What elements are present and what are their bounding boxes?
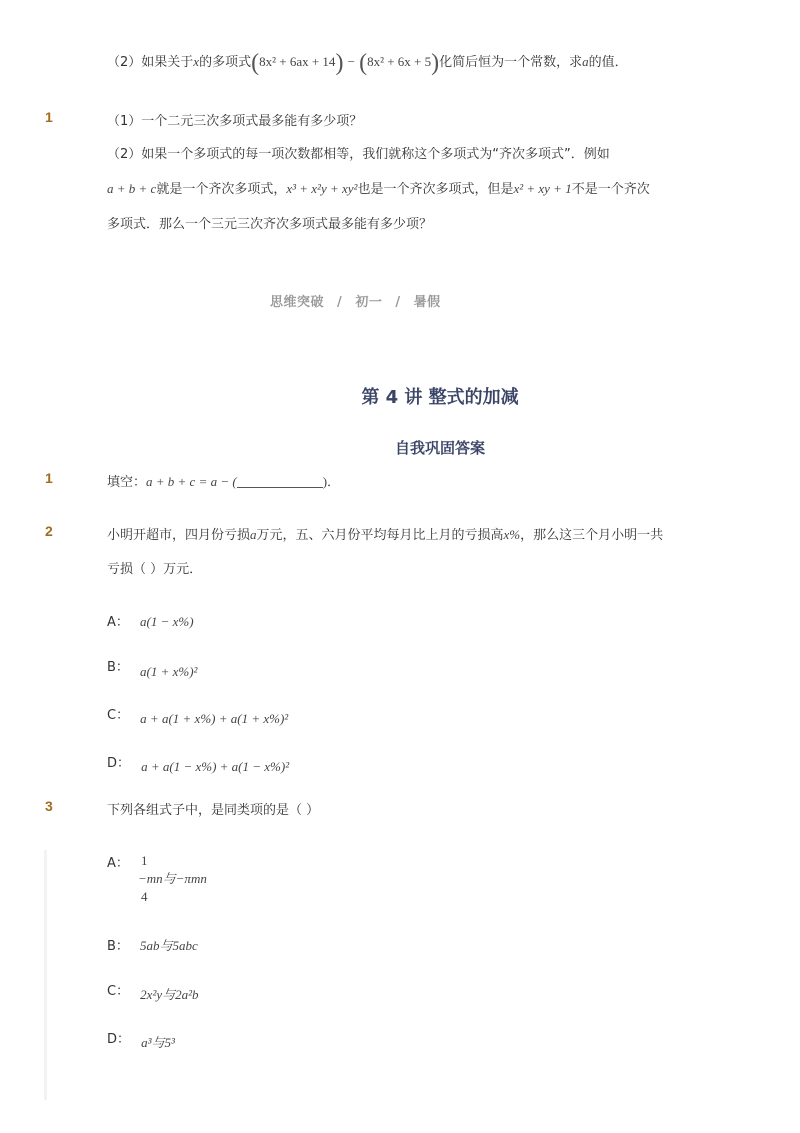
question-2-line1 [107, 524, 663, 543]
question-2-line2: 亏损（ ）万元． [107, 562, 203, 577]
option-b[interactable] [107, 935, 198, 954]
section-title: 自我巩固答案 [394, 439, 485, 457]
prev-question-part2 [107, 50, 628, 77]
var-x-percent: x% [503, 527, 521, 542]
paren-right: ) [335, 50, 344, 76]
option-b[interactable] [107, 656, 198, 679]
text: 填空： [107, 475, 147, 490]
problem-part2-line1: （2）如果一个多项式的每一项次数都相等，我们就称这个多项式为“齐次多项式”．例如 [107, 147, 610, 162]
text: 小明开超市，四月份亏损 [107, 528, 251, 543]
footer-grade: 初一 [355, 295, 383, 310]
option-c[interactable] [107, 980, 199, 1002]
paren-left: ( [251, 50, 260, 76]
option-d[interactable] [107, 1028, 175, 1050]
option-expression: a(1 + x%)² [140, 664, 198, 679]
option-label: C： [107, 708, 130, 723]
paren-left: ( [359, 50, 368, 76]
option-expression [138, 852, 207, 906]
option-expression: a + a(1 + x%) + a(1 + x%)² [140, 711, 289, 726]
option-d[interactable] [107, 752, 290, 774]
text: ，那么这三个月小明一共 [520, 528, 664, 543]
fraction-denominator: 4 [141, 889, 148, 904]
option-expression: 5ab与5abc [140, 938, 198, 953]
text: )． [322, 474, 341, 489]
option-label: D： [107, 1032, 131, 1047]
option-expression: a + a(1 − x%) + a(1 − x%)² [141, 759, 290, 774]
option-a[interactable] [107, 611, 194, 630]
text: 不是一个齐次 [571, 182, 650, 197]
option-label: B： [107, 660, 129, 675]
part-label: （2） [107, 55, 142, 70]
text: 万元，五、六月份平均每月比上月的亏损高 [256, 528, 504, 543]
lesson-title: 第 4 讲 整式的加减 [361, 387, 519, 408]
footer-separator: / [337, 295, 343, 310]
text: 也是一个齐次多项式，但是 [357, 182, 514, 197]
margin-stripe [44, 850, 47, 1100]
question-1 [107, 471, 340, 490]
problem-part1: （1）一个二元三次多项式最多能有多少项？ [107, 114, 363, 129]
expression-1: 8x² + 6ax + 14 [259, 54, 336, 69]
example-expression-1: a + b + c [107, 181, 157, 196]
text: 如果关于 [141, 55, 194, 70]
option-label: B： [107, 939, 129, 954]
paren-right: ) [431, 50, 440, 76]
fill-expression: a + b + c = a − ( [146, 474, 237, 489]
option-expression: a³与5³ [141, 1035, 175, 1050]
problem-part2-line3: 多项式．那么一个三元三次齐次多项式最多能有多少项？ [107, 217, 433, 232]
fraction-main: −mn与−πmn [138, 871, 207, 886]
example-expression-3: x² + xy + 1 [513, 181, 572, 196]
fraction-numerator: 1 [141, 853, 148, 868]
var-a: a [250, 527, 257, 542]
footer-book: 思维突破 [270, 295, 325, 310]
option-label: A： [107, 615, 129, 630]
option-expression: a(1 − x%) [140, 614, 194, 629]
problem-number: 1 [45, 109, 53, 125]
minus-sign: − [347, 54, 355, 69]
expression-2: 8x² + 6x + 5 [367, 54, 432, 69]
problem-part2-line2 [107, 178, 650, 197]
question-number: 3 [45, 798, 53, 814]
var-x: x [193, 54, 200, 69]
footer-term: 暑假 [413, 295, 441, 310]
text: 的值． [588, 55, 628, 70]
text: 化简后恒为一个常数，求 [439, 55, 583, 70]
option-a[interactable] [107, 852, 207, 906]
question-number: 2 [45, 523, 53, 539]
text: 的多项式 [199, 55, 252, 70]
option-label: D： [107, 756, 131, 771]
footer-separator: / [395, 295, 401, 310]
option-c[interactable] [107, 704, 289, 726]
question-number: 1 [45, 470, 53, 486]
page-footer [270, 291, 441, 310]
example-expression-2: x³ + x²y + xy² [286, 181, 358, 196]
option-expression: 2x²y与2a²b [140, 987, 199, 1002]
answer-blank[interactable] [237, 475, 323, 488]
text: 就是一个齐次多项式， [156, 182, 287, 197]
option-label: A： [107, 856, 129, 871]
option-label: C： [107, 984, 130, 999]
question-3-stem: 下列各组式子中，是同类项的是（ ） [107, 803, 320, 818]
var-a: a [582, 54, 589, 69]
